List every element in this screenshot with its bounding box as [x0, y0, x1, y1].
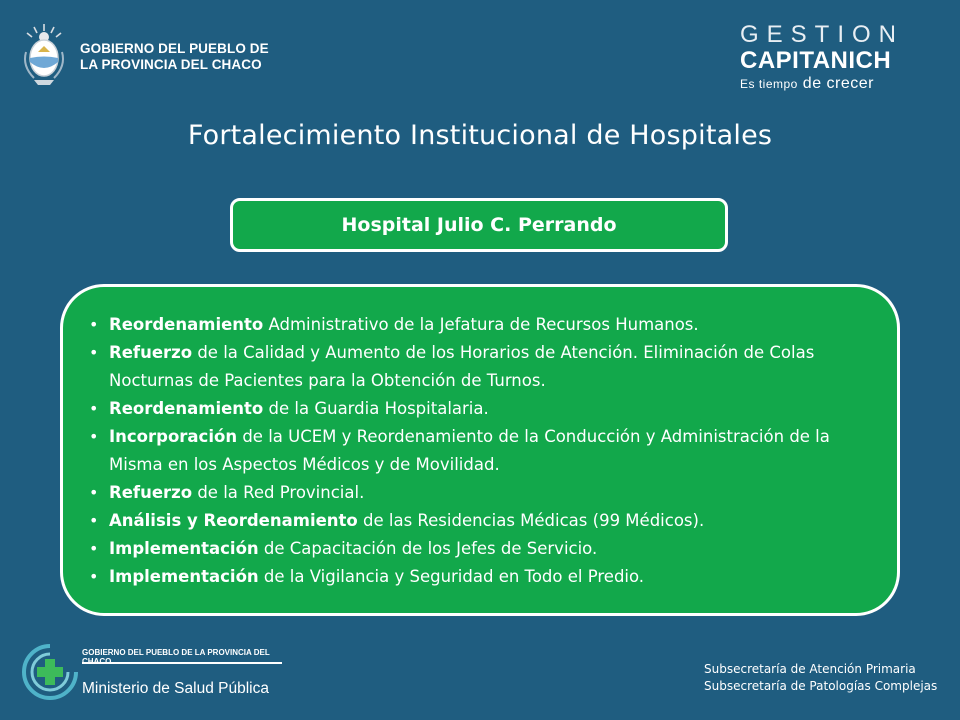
list-item [87, 563, 873, 591]
gov-logo [20, 22, 290, 88]
ministry-gov-text: GOBIERNO DEL PUEBLO DE LA PROVINCIA DEL [82, 648, 270, 657]
list-item-bold: Implementación [109, 539, 259, 558]
list-item [87, 395, 873, 423]
list-item-text: de la Vigilancia y Seguridad en Todo el Predio. [258, 567, 645, 586]
list-item-bold: Reordenamiento [109, 315, 264, 334]
list-item-bold: Reordenamiento [109, 399, 264, 418]
provincial-crest-icon [20, 22, 68, 88]
list-item-bold: Implementación [109, 567, 259, 586]
list-item-text: de la UCEM y Reordenamiento de la Conducción y Administración de la Misma en los Aspectos Médicos y de Movilidad. [109, 427, 830, 474]
subsec-complejas: Subsecretaría de Patologías Complejas [704, 679, 938, 693]
ministry-logo [22, 642, 292, 702]
slogan [740, 74, 930, 94]
health-cross-icon [22, 642, 78, 702]
list-item-text: de Capacitación de los Jefes de Servicio. [258, 539, 598, 558]
subsec-primaria: Subsecretaría de Atención Primaria [704, 662, 916, 676]
slide-title: Fortalecimiento Institucional de Hospitales [187, 120, 773, 151]
hospital-name: Hospital Julio C. Perrando [341, 214, 617, 236]
gov-logo-line1: GOBIERNO DEL PUEBLO DE [80, 41, 269, 56]
list-item-bold: Análisis y Reordenamiento [109, 511, 358, 530]
list-item-bold: Refuerzo [109, 343, 193, 362]
slogan-small: Es tiempo [740, 77, 798, 91]
slogan-rest: de crecer [797, 75, 874, 92]
actions-list [87, 311, 873, 591]
actions-list-box [60, 284, 900, 616]
subsecretarias [704, 661, 937, 695]
list-item-text: de la Calidad y Aumento de los Horarios de Atención. Eliminación de Colas Nocturnas de Pacientes para la Obtención de Turnos. [109, 343, 815, 390]
gov-logo-text [80, 41, 269, 73]
list-item [87, 479, 873, 507]
list-item-text: Administrativo de la Jefatura de Recursos Humanos. [263, 315, 699, 334]
list-item-text: de las Residencias Médicas (99 Médicos). [357, 511, 705, 530]
gov-logo-line2: LA PROVINCIA DEL CHACO [80, 57, 262, 72]
ministry-name: Ministerio de Salud Pública [82, 680, 269, 697]
list-item [87, 507, 873, 535]
capitanich-word: CAPITANICH [740, 47, 892, 74]
list-item [87, 423, 873, 479]
gestion-word: GESTION [740, 21, 905, 48]
list-item [87, 311, 873, 339]
hospital-name-box [230, 198, 728, 252]
list-item [87, 339, 873, 395]
list-item-text: de la Red Provincial. [192, 483, 365, 502]
list-item-bold: Incorporación [109, 427, 238, 446]
ministry-divider [82, 662, 282, 664]
list-item-text: de la Guardia Hospitalaria. [263, 399, 489, 418]
list-item [87, 535, 873, 563]
list-item-bold: Refuerzo [109, 483, 193, 502]
gestion-logo [740, 22, 930, 94]
